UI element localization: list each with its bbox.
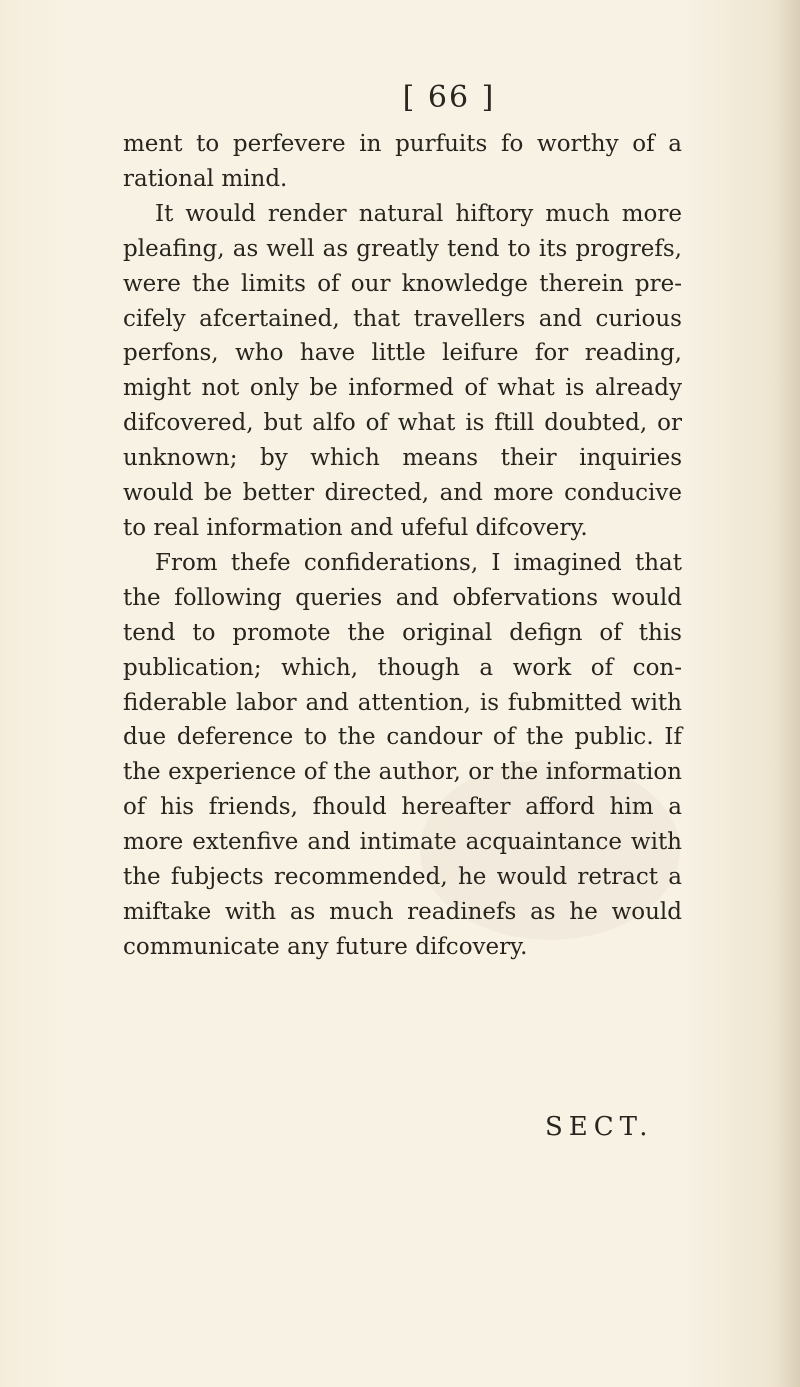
page-edge-shadow bbox=[778, 0, 800, 1387]
body-text bbox=[123, 127, 682, 965]
paragraph-considerations: From thefe confiderations, I imagined that the following queries and obfervations would tend to promote the original defign of this publication; which, though a work of con-fiderable labor and attention, is fubmitted with due deference to the candour of the public. If the experience of the author, or the information of his friends, fhould hereafter afford him a more extenfive and intimate acquaintance with the fubjects recommended, he would retract a miftake with as much readinefs as he would communicate any future difcovery. bbox=[123, 549, 682, 960]
page-number-header: [ 66 ] bbox=[402, 80, 496, 115]
paragraph-natural-history: It would render natural hiftory much more pleafing, as well as greatly tend to its progrefs, were the limits of our knowledge therein pre-cifely afcertained, that travellers and curious perfons, who have little leifure for reading, might not only be informed of what is already difcovered, but alfo of what is ftill doubted, or unknown; by which means their inquiries would be better directed, and more conducive to real information and ufeful difcovery. bbox=[123, 200, 682, 541]
catchword: SECT. bbox=[545, 1112, 654, 1142]
paragraph-continuation: ment to perfevere in purfuits fo worthy of a rational mind. bbox=[123, 131, 682, 192]
